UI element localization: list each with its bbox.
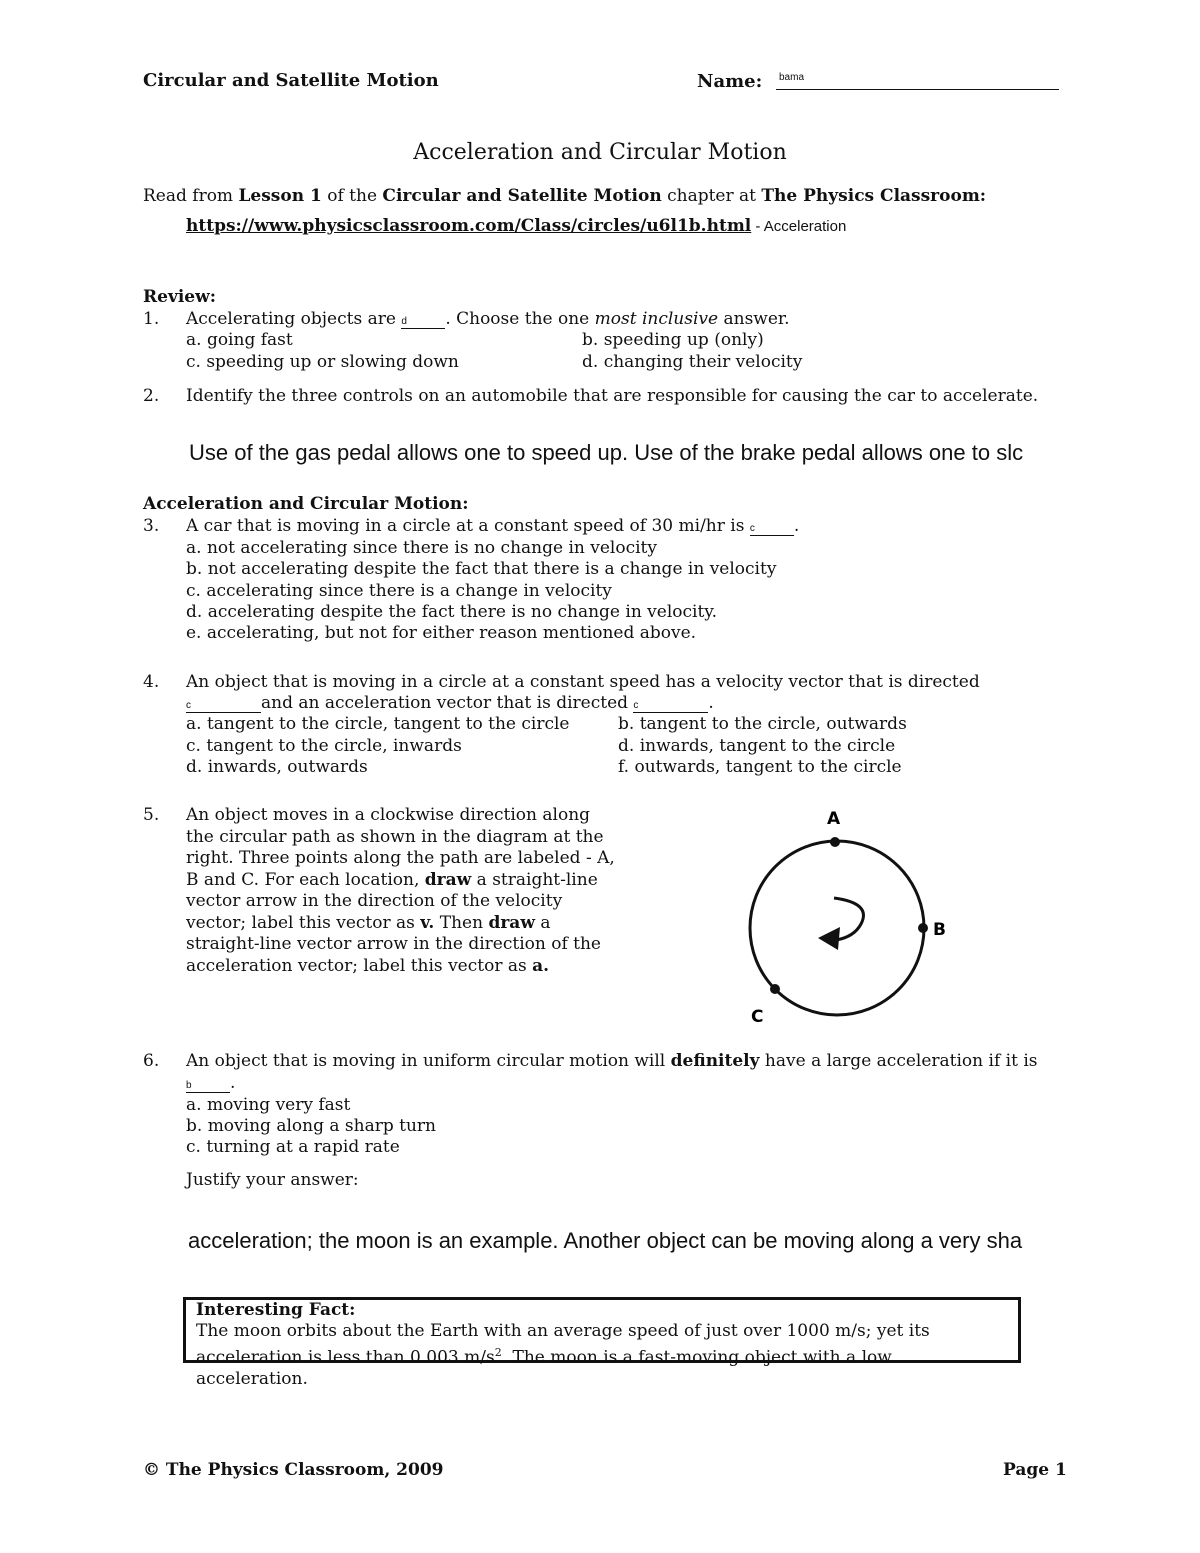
q4-number: 4. [143, 672, 160, 692]
intro-lesson: Lesson 1 [238, 186, 322, 206]
footer-copyright: © The Physics Classroom, 2009 [143, 1460, 444, 1480]
name-field[interactable] [776, 72, 1059, 90]
q6-option-c: c. turning at a rapid rate [186, 1137, 400, 1157]
q5-line-8 [186, 956, 615, 978]
q6-blank-line [186, 1073, 235, 1095]
clockwise-arrow-head-icon [818, 927, 840, 950]
q6-emph: definitely [670, 1051, 760, 1071]
intro-line [143, 186, 986, 207]
q1-emph: most inclusive [594, 309, 719, 329]
q3-option-b: b. not accelerating despite the fact that there is a change in velocity [186, 559, 777, 579]
chapter-title: Circular and Satellite Motion [143, 70, 439, 91]
fact-line-2b: . The moon is a fast-moving object with a low acceleration. [196, 1347, 892, 1389]
q3-text-a: A car that is moving in a circle at a constant speed of 30 mi/hr is [186, 516, 750, 536]
q5-a-label: a. [532, 955, 550, 976]
q3-option-e: e. accelerating, but not for either reason mentioned above. [186, 623, 697, 643]
q5-line-7: straight-line vector arrow in the direction of the [186, 934, 601, 954]
q5-line-6-head: vector; label this vector as [186, 912, 421, 933]
q5-then: Then [434, 912, 489, 933]
q6-answer-blank[interactable]: b [186, 1080, 230, 1093]
circular-path-diagram [740, 800, 960, 1030]
q5-line-2: the circular path as shown in the diagram at the [186, 826, 604, 847]
q3-option-c: c. accelerating since there is a change in velocity [186, 581, 612, 601]
q1-stem [186, 309, 790, 331]
q6-stem [186, 1051, 1037, 1073]
q1-text-c: answer. [718, 309, 790, 329]
q3-answer-blank[interactable]: c [750, 523, 794, 536]
interesting-fact-box [183, 1297, 1021, 1389]
q4-answer-blank-1[interactable]: c [186, 700, 261, 713]
q5-draw-2: draw [488, 912, 535, 933]
q4-stem-line2 [186, 693, 714, 715]
intro-url-line [186, 216, 846, 237]
q5-text [186, 805, 615, 977]
q5-line-5: vector arrow in the direction of the velocity [186, 891, 563, 911]
q3-option-a: a. not accelerating since there is no change in velocity [186, 538, 657, 558]
fact-line-2 [196, 1342, 1008, 1390]
q4-text-c: . [708, 693, 714, 713]
intro-chapter: Circular and Satellite Motion [382, 186, 662, 206]
point-c-dot [770, 984, 780, 994]
q5-line-4-head: B and C. For each location, [186, 869, 425, 890]
q1-answer-blank[interactable]: d [401, 316, 445, 329]
q4-option-e: d. inwards, outwards [186, 757, 368, 777]
q4-option-b: b. tangent to the circle, outwards [618, 714, 907, 734]
q4-stem-line1: An object that is moving in a circle at a constant speed has a velocity vector that is directed [186, 672, 980, 692]
q1-text-a: Accelerating objects are [186, 309, 402, 329]
fact-heading: Interesting Fact: [196, 1300, 356, 1320]
q1-option-a: a. going fast [186, 330, 293, 350]
q6-text-c: . [230, 1073, 236, 1093]
point-c-label: C [751, 1007, 764, 1027]
q1-option-b: b. speeding up (only) [582, 330, 764, 350]
point-a-dot [830, 837, 840, 847]
intro-site: The Physics Classroom: [761, 186, 987, 206]
q3-stem [186, 516, 799, 538]
review-heading: Review: [143, 287, 217, 307]
q1-text-b: . Choose the one [445, 309, 595, 329]
section2-heading: Acceleration and Circular Motion: [143, 494, 469, 514]
q6-option-a: a. moving very fast [186, 1095, 351, 1115]
q4-answer-blank-2[interactable]: c [633, 700, 708, 713]
url-suffix: - Acceleration [751, 218, 847, 235]
q1-number: 1. [143, 309, 160, 329]
q2-answer-field[interactable]: Use of the gas pedal allows one to speed up. Use of the brake pedal allows one to slc [189, 440, 1024, 465]
q5-line-1: An object moves in a clockwise direction along [186, 805, 591, 825]
lesson-link[interactable]: https://www.physicsclassroom.com/Class/circles/u6l1b.html [186, 216, 752, 236]
point-b-label: B [933, 920, 946, 940]
q5-line-4-tail: a straight-line [471, 869, 598, 890]
intro-of-the: of the [327, 186, 378, 206]
q4-option-d: d. inwards, tangent to the circle [618, 736, 896, 756]
q1-option-c: c. speeding up or slowing down [186, 352, 459, 372]
q4-option-f: f. outwards, tangent to the circle [618, 757, 902, 777]
fact-line-2a: acceleration is less than 0.003 m/s [196, 1347, 495, 1368]
q4-option-c: c. tangent to the circle, inwards [186, 736, 462, 756]
q2-number: 2. [143, 386, 160, 406]
q6-text-a: An object that is moving in uniform circular motion will [186, 1051, 671, 1071]
q6-option-b: b. moving along a sharp turn [186, 1116, 436, 1136]
footer-page-number: Page 1 [1003, 1460, 1067, 1480]
point-b-dot [918, 923, 928, 933]
q3-option-d: d. accelerating despite the fact there is no change in velocity. [186, 602, 718, 622]
q6-number: 6. [143, 1051, 160, 1071]
q3-number: 3. [143, 516, 160, 536]
q2-text: Identify the three controls on an automobile that are responsible for causing the car to accelerate. [186, 386, 1039, 406]
q5-line-6 [186, 913, 615, 935]
q4-text-b: and an acceleration vector that is directed [261, 693, 634, 713]
q1-option-d: d. changing their velocity [582, 352, 803, 372]
point-a-label: A [827, 809, 841, 829]
q6-justify-label: Justify your answer: [186, 1170, 359, 1190]
name-label: Name: [697, 71, 763, 92]
page-title: Acceleration and Circular Motion [413, 140, 787, 165]
q6-justify-answer-field[interactable]: acceleration; the moon is an example. Another object can be moving along a very sha [188, 1228, 1023, 1253]
intro-read-from: Read from [143, 186, 234, 206]
q5-line-3: right. Three points along the path are labeled - A, [186, 848, 615, 868]
q5-line-6-tail: a [534, 912, 551, 933]
q5-line-4 [186, 870, 615, 892]
q5-number: 5. [143, 805, 160, 825]
fact-superscript: 2 [494, 1346, 502, 1359]
q5-line-8-head: acceleration vector; label this vector as [186, 955, 533, 976]
q5-v-label: v. [420, 912, 435, 933]
q5-draw-1: draw [424, 869, 472, 890]
q6-text-b: have a large acceleration if it is [759, 1051, 1038, 1071]
intro-chapter-at: chapter at [667, 186, 756, 206]
q4-option-a: a. tangent to the circle, tangent to the circle [186, 714, 570, 734]
name-value: bama [779, 72, 805, 83]
q3-text-b: . [793, 516, 800, 536]
fact-line-1: The moon orbits about the Earth with an average speed of just over 1000 m/s; yet its [196, 1321, 930, 1341]
